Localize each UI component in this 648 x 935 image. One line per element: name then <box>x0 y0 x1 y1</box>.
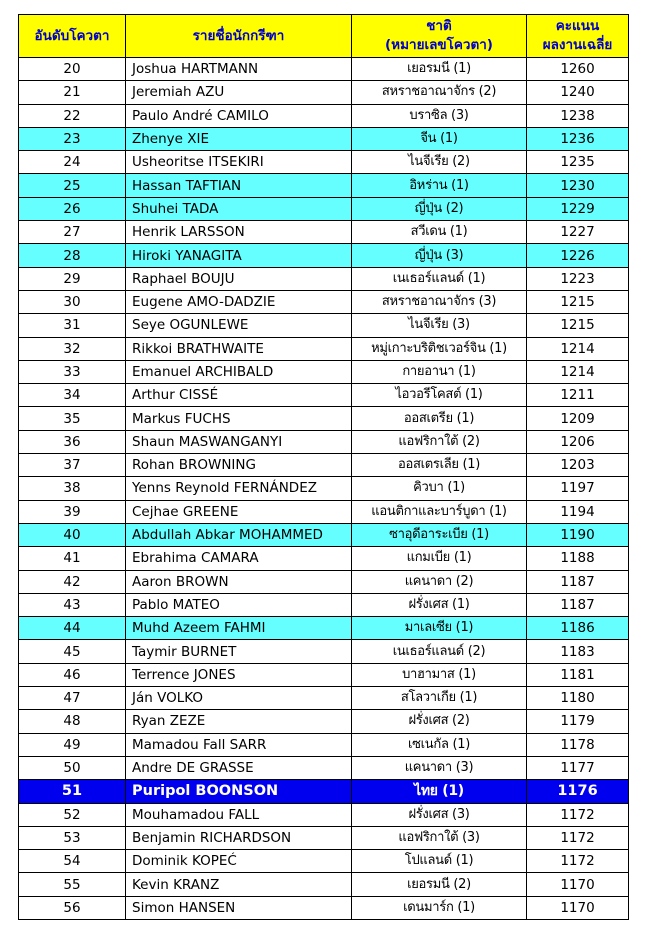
athlete-name-cell: Zhenye XIE <box>126 127 352 150</box>
nation-cell: แกมเบีย (1) <box>352 547 527 570</box>
header-nation-line2: (หมายเลขโควตา) <box>385 37 493 53</box>
rank-cell: 34 <box>19 384 126 407</box>
athlete-name-cell: Cejhae GREENE <box>126 500 352 523</box>
rank-cell: 42 <box>19 570 126 593</box>
score-cell: 1172 <box>527 826 629 849</box>
score-cell: 1214 <box>527 337 629 360</box>
athlete-name-cell: Aaron BROWN <box>126 570 352 593</box>
athlete-name-cell: Dominik KOPEĆ <box>126 850 352 873</box>
score-cell: 1240 <box>527 81 629 104</box>
athlete-name-cell: Usheoritse ITSEKIRI <box>126 151 352 174</box>
header-nation-quota <box>352 15 527 58</box>
nation-cell: เดนมาร์ก (1) <box>352 896 527 919</box>
rank-cell: 36 <box>19 430 126 453</box>
header-average-score <box>527 15 629 58</box>
nation-cell: สวีเดน (1) <box>352 221 527 244</box>
rank-cell: 51 <box>19 780 126 803</box>
rank-cell: 49 <box>19 733 126 756</box>
rank-cell: 23 <box>19 127 126 150</box>
rank-cell: 56 <box>19 896 126 919</box>
nation-cell: สโลวาเกีย (1) <box>352 687 527 710</box>
table-row <box>19 127 629 150</box>
score-cell: 1226 <box>527 244 629 267</box>
score-cell: 1187 <box>527 593 629 616</box>
rank-cell: 43 <box>19 593 126 616</box>
table-row <box>19 780 629 803</box>
score-cell: 1178 <box>527 733 629 756</box>
rank-cell: 32 <box>19 337 126 360</box>
nation-cell: เยอรมนี (1) <box>352 58 527 81</box>
athlete-name-cell: Benjamin RICHARDSON <box>126 826 352 849</box>
score-cell: 1183 <box>527 640 629 663</box>
athlete-name-cell: Yenns Reynold FERNÁNDEZ <box>126 477 352 500</box>
athlete-name-cell: Mouhamadou FALL <box>126 803 352 826</box>
score-cell: 1186 <box>527 617 629 640</box>
rank-cell: 30 <box>19 290 126 313</box>
athlete-name-cell: Mamadou Fall SARR <box>126 733 352 756</box>
header-rank: อันดับโควตา <box>19 15 126 58</box>
rank-cell: 55 <box>19 873 126 896</box>
score-cell: 1187 <box>527 570 629 593</box>
table-row <box>19 826 629 849</box>
athlete-name-cell: Kevin KRANZ <box>126 873 352 896</box>
rank-cell: 33 <box>19 360 126 383</box>
athlete-name-cell: Ebrahima CAMARA <box>126 547 352 570</box>
nation-cell: ไอวอรีโคสต์ (1) <box>352 384 527 407</box>
nation-cell: คิวบา (1) <box>352 477 527 500</box>
table-row <box>19 850 629 873</box>
athlete-name-cell: Paulo André CAMILO <box>126 104 352 127</box>
nation-cell: มาเลเซีย (1) <box>352 617 527 640</box>
athlete-name-cell: Terrence JONES <box>126 663 352 686</box>
score-cell: 1172 <box>527 850 629 873</box>
table-row <box>19 384 629 407</box>
score-cell: 1172 <box>527 803 629 826</box>
nation-cell: ฝรั่งเศส (2) <box>352 710 527 733</box>
rank-cell: 45 <box>19 640 126 663</box>
rank-cell: 39 <box>19 500 126 523</box>
header-score-line1: คะแนน <box>555 18 600 34</box>
athlete-name-cell: Arthur CISSÉ <box>126 384 352 407</box>
table-row <box>19 454 629 477</box>
table-row <box>19 221 629 244</box>
nation-cell: ไนจีเรีย (2) <box>352 151 527 174</box>
athlete-name-cell: Joshua HARTMANN <box>126 58 352 81</box>
table-body <box>19 58 629 920</box>
table-row <box>19 58 629 81</box>
table-row <box>19 756 629 779</box>
nation-cell: ออสเตรีย (1) <box>352 407 527 430</box>
rank-cell: 22 <box>19 104 126 127</box>
table-row <box>19 873 629 896</box>
table-row <box>19 803 629 826</box>
athlete-name-cell: Eugene AMO-DADZIE <box>126 290 352 313</box>
table-row <box>19 477 629 500</box>
score-cell: 1203 <box>527 454 629 477</box>
nation-cell: จีน (1) <box>352 127 527 150</box>
score-cell: 1223 <box>527 267 629 290</box>
score-cell: 1188 <box>527 547 629 570</box>
athlete-name-cell: Ryan ZEZE <box>126 710 352 733</box>
score-cell: 1170 <box>527 873 629 896</box>
athlete-name-cell: Emanuel ARCHIBALD <box>126 360 352 383</box>
score-cell: 1170 <box>527 896 629 919</box>
table-row <box>19 267 629 290</box>
score-cell: 1215 <box>527 290 629 313</box>
athlete-name-cell: Taymir BURNET <box>126 640 352 663</box>
nation-cell: เยอรมนี (2) <box>352 873 527 896</box>
table-row <box>19 104 629 127</box>
score-cell: 1215 <box>527 314 629 337</box>
table-row <box>19 290 629 313</box>
rank-cell: 54 <box>19 850 126 873</box>
score-cell: 1206 <box>527 430 629 453</box>
rank-cell: 35 <box>19 407 126 430</box>
nation-cell: ฝรั่งเศส (1) <box>352 593 527 616</box>
score-cell: 1229 <box>527 197 629 220</box>
rank-cell: 46 <box>19 663 126 686</box>
nation-cell: แคนาดา (2) <box>352 570 527 593</box>
nation-cell: สหราชอาณาจักร (2) <box>352 81 527 104</box>
nation-cell: บาฮามาส (1) <box>352 663 527 686</box>
table-header-row <box>19 15 629 58</box>
nation-cell: ฝรั่งเศส (3) <box>352 803 527 826</box>
score-cell: 1260 <box>527 58 629 81</box>
athlete-name-cell: Raphael BOUJU <box>126 267 352 290</box>
rank-cell: 38 <box>19 477 126 500</box>
rank-cell: 52 <box>19 803 126 826</box>
table-row <box>19 896 629 919</box>
rank-cell: 40 <box>19 523 126 546</box>
score-cell: 1176 <box>527 780 629 803</box>
nation-cell: สหราชอาณาจักร (3) <box>352 290 527 313</box>
athlete-name-cell: Abdullah Abkar MOHAMMED <box>126 523 352 546</box>
athlete-name-cell: Pablo MATEO <box>126 593 352 616</box>
table-row <box>19 244 629 267</box>
score-cell: 1194 <box>527 500 629 523</box>
table-row <box>19 360 629 383</box>
table-row <box>19 570 629 593</box>
table-row <box>19 593 629 616</box>
score-cell: 1230 <box>527 174 629 197</box>
score-cell: 1181 <box>527 663 629 686</box>
rank-cell: 47 <box>19 687 126 710</box>
nation-cell: โปแลนด์ (1) <box>352 850 527 873</box>
nation-cell: ญี่ปุ่น (3) <box>352 244 527 267</box>
athlete-name-cell: Seye OGUNLEWE <box>126 314 352 337</box>
nation-cell: ซาอุดีอาระเบีย (1) <box>352 523 527 546</box>
rank-cell: 28 <box>19 244 126 267</box>
athlete-name-cell: Henrik LARSSON <box>126 221 352 244</box>
score-cell: 1177 <box>527 756 629 779</box>
rank-cell: 25 <box>19 174 126 197</box>
rank-cell: 48 <box>19 710 126 733</box>
table-row <box>19 523 629 546</box>
score-cell: 1190 <box>527 523 629 546</box>
athlete-name-cell: Ján VOLKO <box>126 687 352 710</box>
nation-cell: เซเนกัล (1) <box>352 733 527 756</box>
table-row <box>19 81 629 104</box>
score-cell: 1211 <box>527 384 629 407</box>
nation-cell: แอฟริกาใต้ (3) <box>352 826 527 849</box>
table-row <box>19 430 629 453</box>
table-row <box>19 617 629 640</box>
table-row <box>19 151 629 174</box>
nation-cell: ไนจีเรีย (3) <box>352 314 527 337</box>
header-athlete-name: รายชื่อนักกรีฑา <box>126 15 352 58</box>
nation-cell: หมู่เกาะบริติชเวอร์จิน (1) <box>352 337 527 360</box>
score-cell: 1214 <box>527 360 629 383</box>
rank-cell: 41 <box>19 547 126 570</box>
athlete-name-cell: Hiroki YANAGITA <box>126 244 352 267</box>
rank-cell: 21 <box>19 81 126 104</box>
score-cell: 1197 <box>527 477 629 500</box>
nation-cell: แอนติกาและบาร์บูดา (1) <box>352 500 527 523</box>
nation-cell: เนเธอร์แลนด์ (1) <box>352 267 527 290</box>
nation-cell: กายอานา (1) <box>352 360 527 383</box>
athlete-name-cell: Shuhei TADA <box>126 197 352 220</box>
nation-cell: บราซิล (3) <box>352 104 527 127</box>
table-row <box>19 640 629 663</box>
rank-cell: 31 <box>19 314 126 337</box>
rank-cell: 24 <box>19 151 126 174</box>
table-row <box>19 547 629 570</box>
table-row <box>19 500 629 523</box>
rank-cell: 29 <box>19 267 126 290</box>
table-row <box>19 314 629 337</box>
rank-cell: 20 <box>19 58 126 81</box>
rank-cell: 26 <box>19 197 126 220</box>
athlete-name-cell: Markus FUCHS <box>126 407 352 430</box>
athlete-name-cell: Muhd Azeem FAHMI <box>126 617 352 640</box>
athlete-name-cell: Hassan TAFTIAN <box>126 174 352 197</box>
header-nation-line1: ชาติ <box>426 18 452 34</box>
nation-cell: ไทย (1) <box>352 780 527 803</box>
score-cell: 1180 <box>527 687 629 710</box>
rank-cell: 44 <box>19 617 126 640</box>
athlete-name-cell: Simon HANSEN <box>126 896 352 919</box>
nation-cell: เนเธอร์แลนด์ (2) <box>352 640 527 663</box>
score-cell: 1235 <box>527 151 629 174</box>
rank-cell: 27 <box>19 221 126 244</box>
nation-cell: ญี่ปุ่น (2) <box>352 197 527 220</box>
nation-cell: ออสเตรเลีย (1) <box>352 454 527 477</box>
athlete-name-cell: Rohan BROWNING <box>126 454 352 477</box>
score-cell: 1227 <box>527 221 629 244</box>
score-cell: 1179 <box>527 710 629 733</box>
table-row <box>19 337 629 360</box>
score-cell: 1209 <box>527 407 629 430</box>
table-row <box>19 733 629 756</box>
table-row <box>19 197 629 220</box>
athlete-name-cell: Andre DE GRASSE <box>126 756 352 779</box>
quota-ranking-table <box>18 14 629 920</box>
header-score-line2: ผลงานเฉลี่ย <box>542 37 613 53</box>
rank-cell: 37 <box>19 454 126 477</box>
score-cell: 1238 <box>527 104 629 127</box>
table-row <box>19 687 629 710</box>
rank-cell: 50 <box>19 756 126 779</box>
rank-cell: 53 <box>19 826 126 849</box>
table-row <box>19 710 629 733</box>
nation-cell: อิหร่าน (1) <box>352 174 527 197</box>
nation-cell: แอฟริกาใต้ (2) <box>352 430 527 453</box>
table-row <box>19 663 629 686</box>
athlete-name-cell: Rikkoi BRATHWAITE <box>126 337 352 360</box>
athlete-name-cell: Shaun MASWANGANYI <box>126 430 352 453</box>
table-row <box>19 407 629 430</box>
score-cell: 1236 <box>527 127 629 150</box>
athlete-name-cell: Puripol BOONSON <box>126 780 352 803</box>
table-row <box>19 174 629 197</box>
nation-cell: แคนาดา (3) <box>352 756 527 779</box>
athlete-name-cell: Jeremiah AZU <box>126 81 352 104</box>
